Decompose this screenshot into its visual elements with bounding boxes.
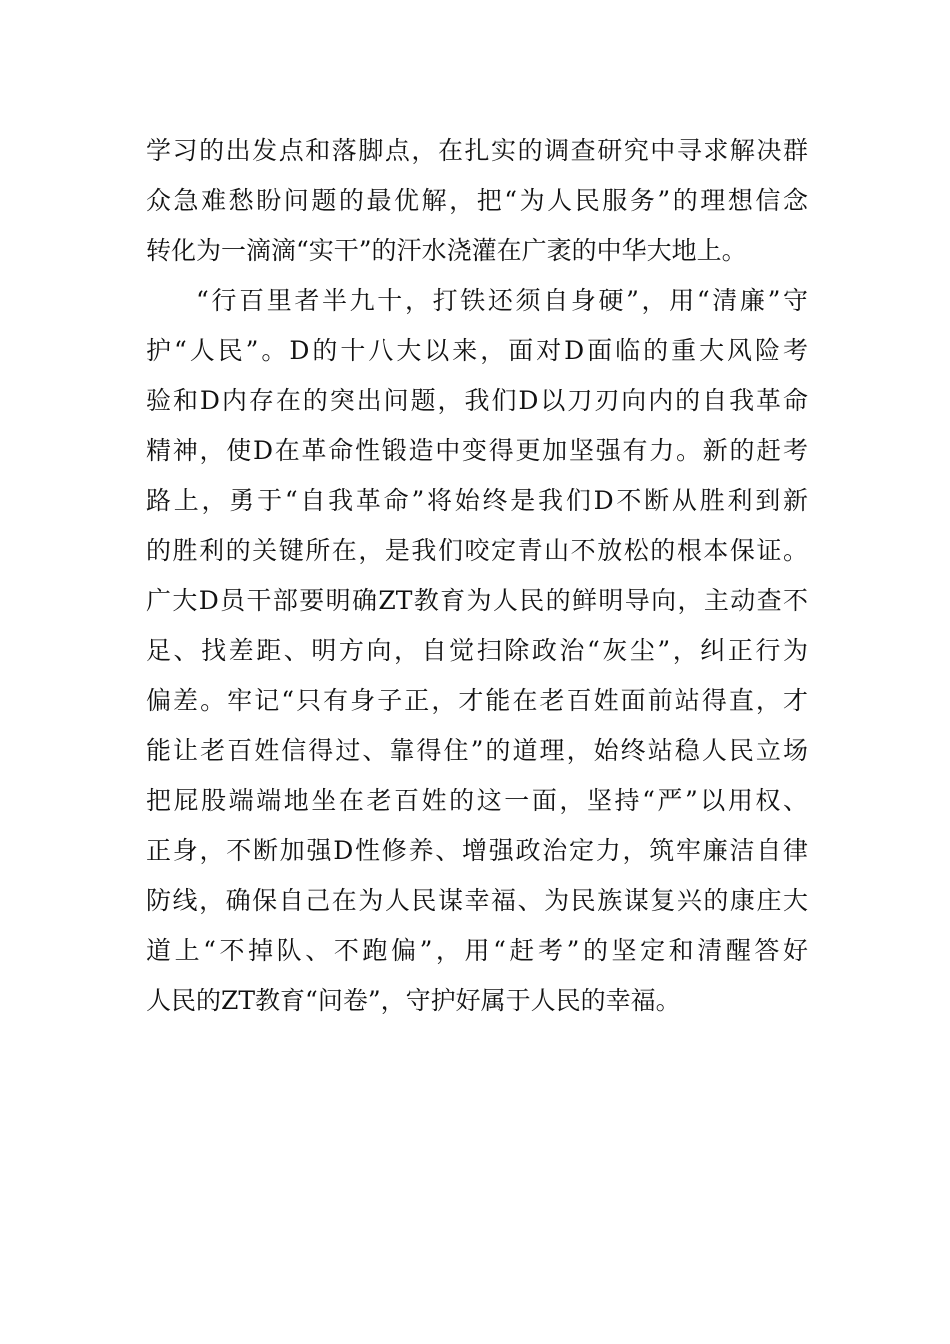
body-text (146, 126, 808, 1026)
paragraph-2-line-9: 偏差。牢记“只有身子正，才能在老百姓面前站得直，才 (146, 686, 808, 715)
paragraph-2-line-13: 防线，确保自己在为人民谋幸福、为民族谋复兴的康庄大 (146, 886, 808, 915)
paragraph-2-line-5: 路上，勇于“自我革命”将始终是我们D不断从胜利到新 (146, 486, 808, 515)
paragraph-2-line-3: 验和D内存在的突出问题，我们D以刀刃向内的自我革命 (146, 386, 808, 415)
paragraph-2-line-15: 人民的ZT教育“问卷”，守护好属于人民的幸福。 (146, 986, 681, 1015)
paragraph-2-line-8: 足、找差距、明方向，自觉扫除政治“灰尘”，纠正行为 (146, 636, 808, 665)
paragraph-2-line-1: “行百里者半九十，打铁还须自身硬”，用“清廉”守 (196, 286, 808, 315)
paragraph-2-line-14: 道上“不掉队、不跑偏”，用“赶考”的坚定和清醒答好 (146, 936, 808, 965)
paragraph-2-line-2: 护“人民”。D的十八大以来，面对D面临的重大风险考 (146, 336, 808, 365)
paragraph-1-line-3: 转化为一滴滴“实干”的汗水浇灌在广袤的中华大地上。 (146, 236, 747, 265)
paragraph-2-line-10: 能让老百姓信得过、靠得住”的道理，始终站稳人民立场 (146, 736, 808, 765)
paragraph-1-line-1: 学习的出发点和落脚点，在扎实的调查研究中寻求解决群 (146, 136, 808, 165)
paragraph-2-line-4: 精神，使D在革命性锻造中变得更加坚强有力。新的赶考 (146, 436, 808, 465)
paragraph-2-line-11: 把屁股端端地坐在老百姓的这一面，坚持“严”以用权、 (146, 786, 808, 815)
paragraph-2-line-7: 广大D员干部要明确ZT教育为人民的鲜明导向，主动查不 (146, 586, 808, 615)
paragraph-2-line-12: 正身，不断加强D性修养、增强政治定力，筑牢廉洁自律 (146, 836, 808, 865)
paragraph-1-line-2: 众急难愁盼问题的最优解，把“为人民服务”的理想信念 (146, 186, 808, 215)
paragraph-2-line-6: 的胜利的关键所在，是我们咬定青山不放松的根本保证。 (146, 536, 808, 565)
